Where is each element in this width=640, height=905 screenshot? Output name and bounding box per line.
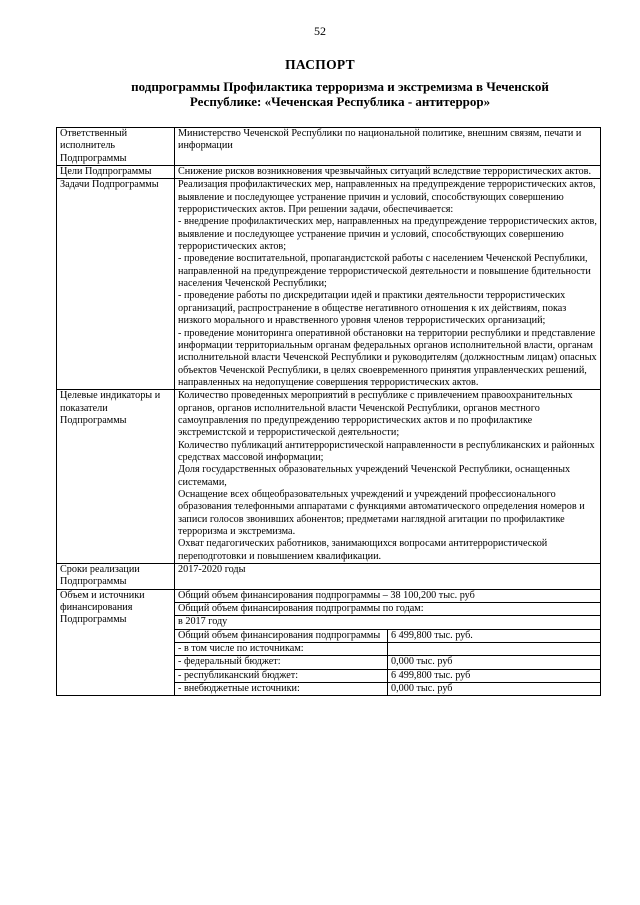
funding-row — [175, 656, 600, 669]
funding-federal-label: - федеральный бюджет: — [175, 656, 388, 669]
row-responsible — [57, 128, 601, 166]
funding-row — [175, 643, 600, 656]
funding-row — [175, 683, 600, 696]
row-indicators — [57, 390, 601, 564]
page-number: 52 — [314, 24, 326, 38]
value-funding — [175, 589, 601, 696]
subtitle-line-2: Республике: «Чеченская Республика - антитеррор» — [189, 94, 491, 109]
tasks-paragraph: - проведение работы по дискредитации идей и практики деятельности террористических организаций, распространение в обществе негативного отношения к их действиям, показ низкого морального и нравственного уровня членов террористических организаций; — [178, 290, 567, 327]
tasks-paragraph: - внедрение профилактических мер, направленных на предупреждение террористических актов, выявление и последующее устранение причин и условий, способствующих совершению террористических актов; — [178, 216, 597, 253]
funding-year-total-label: Общий объем финансирования подпрограммы — [175, 629, 388, 642]
row-terms — [57, 564, 601, 590]
label-funding: Объем и источники финансирования Подпрограммы — [57, 589, 175, 696]
funding-total: Общий объем финансирования подпрограммы – 38 100,200 тыс. руб — [175, 590, 600, 603]
label-indicators: Целевые индикаторы и показатели Подпрограммы — [57, 390, 175, 564]
subtitle-line-1: подпрограммы Профилактика терроризма и экстремизма в Чеченской — [131, 79, 549, 94]
label-goals: Цели Подпрограммы — [57, 166, 175, 179]
funding-republic-value: 6 499,800 тыс. руб — [388, 669, 601, 682]
funding-year: в 2017 году — [175, 616, 600, 629]
funding-row — [175, 629, 600, 642]
row-tasks — [57, 179, 601, 390]
label-responsible: Ответственный исполнитель Подпрограммы — [57, 128, 175, 166]
label-tasks: Задачи Подпрограммы — [57, 179, 175, 390]
value-goals — [175, 166, 601, 179]
funding-row — [175, 603, 600, 616]
page-title: ПАСПОРТ — [285, 57, 355, 72]
value-terms-text: 2017-2020 годы — [178, 564, 246, 576]
tasks-paragraph: - проведение мониторинга оперативной обстановки на территории республики и представление информации территориальным органам федеральных органов исполнительной власти, органам исполнительной власти Чеченской Республики и руководителям (должностным лицам) опасных объектов Чеченской Республики, в целях своевременного принятия управленческих решений, направленных на недопущение совершения террористических актов. — [178, 327, 597, 388]
value-tasks — [175, 179, 601, 390]
page-subtitle — [60, 79, 620, 109]
funding-year-total-value: 6 499,800 тыс. руб. — [388, 629, 601, 642]
funding-row — [175, 616, 600, 629]
funding-sources-empty — [388, 643, 601, 656]
funding-offbudget-label: - внебюджетные источники: — [175, 683, 388, 696]
row-goals — [57, 166, 601, 179]
label-terms: Сроки реализации Подпрограммы — [57, 564, 175, 590]
funding-offbudget-value: 0,000 тыс. руб — [388, 683, 601, 696]
funding-federal-value: 0,000 тыс. руб — [388, 656, 601, 669]
funding-row — [175, 669, 600, 682]
funding-row — [175, 590, 600, 603]
indicators-paragraph: Оснащение всех общеобразовательных учреждений и учреждений профессионального образования телефонными аппаратами с функциями автоматического определения номеров и записи голосов звонивших абонентов; предметами наглядной агитации по профилактике терроризма и экстремизма. — [178, 488, 585, 537]
indicators-paragraph: Количество публикаций антитеррористической направленности в республиканских и районных средствах массовой информации; — [178, 439, 595, 463]
funding-sources-label: - в том числе по источникам: — [175, 643, 388, 656]
tasks-paragraph: Реализация профилактических мер, направленных на предупреждение террористических актов, выявление и последующее устранение причин и условий, способствующих совершению террористических актов. При решении задачи, обеспечивается: — [178, 179, 596, 216]
funding-republic-label: - республиканский бюджет: — [175, 669, 388, 682]
value-responsible — [175, 128, 601, 166]
tasks-paragraph: - проведение воспитательной, пропагандистской работы с населением Чеченской Республики, направленной на предупреждение террористической деятельности и повышение бдительности населения Чеченской Республики; — [178, 253, 591, 290]
indicators-paragraph: Доля государственных образовательных учреждений Чеченской Республики, оснащенных системами, — [178, 464, 571, 488]
row-funding — [57, 589, 601, 696]
value-indicators — [175, 390, 601, 564]
value-goals-text: Снижение рисков возникновения чрезвычайных ситуаций вследствие террористических актов. — [178, 166, 591, 178]
funding-by-years: Общий объем финансирования подпрограммы по годам: — [175, 603, 600, 616]
indicators-paragraph: Количество проведенных мероприятий в республике с привлечением правоохранительных органов, органов исполнительной власти Чеченской Республики, органов местного самоуправления по предупреждению террористических актов и по профилактике экстремистской и террористической деятельности; — [178, 390, 573, 439]
value-terms — [175, 564, 601, 590]
funding-table — [175, 590, 600, 696]
indicators-paragraph: Охват педагогических работников, занимающихся вопросами антитеррористической переподготовки и повышением квалификации. — [178, 538, 548, 562]
passport-table — [56, 127, 601, 696]
value-responsible-text: Министерство Чеченской Республики по национальной политике, внешним связям, печати и информации — [178, 128, 582, 152]
